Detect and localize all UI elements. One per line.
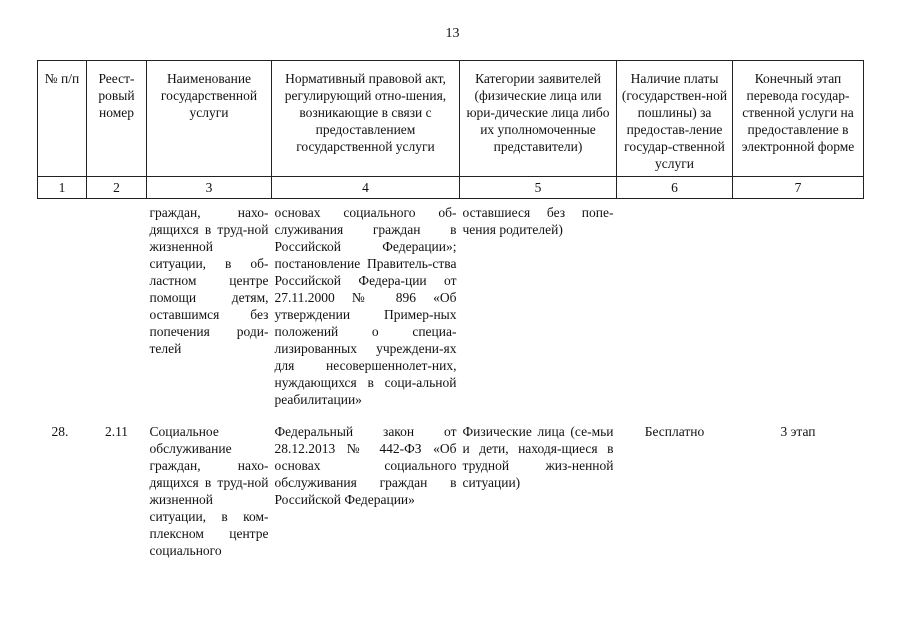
- row-fee-cell: Бесплатно: [644, 424, 705, 439]
- column-number: 7: [733, 177, 864, 199]
- row-category-cell: оставшиеся без попе-чения родителей): [462, 205, 614, 237]
- row-registry-cell: [87, 199, 147, 419]
- services-table: [37, 60, 864, 559]
- table-row: [38, 199, 864, 419]
- column-number-row: [38, 177, 864, 199]
- row-service-name-cell: граждан, нахо-дящихся в труд-ной жизненной ситуации, в об-ластном центре помощи детям, оставшимся без попечения роди-телей: [149, 205, 269, 356]
- row-registry-cell: 2.11: [104, 424, 129, 439]
- header-applicant-category: Категории заявителей (физические лица или юри-дические лица либо их уполномоченные представители): [460, 61, 617, 177]
- header-service-name: Наименование государственной услуги: [147, 61, 272, 177]
- row-stage-cell: 3 этап: [780, 424, 816, 439]
- table-row: [38, 418, 864, 559]
- page-number: 13: [445, 26, 460, 41]
- column-number: 3: [147, 177, 272, 199]
- row-stage-cell: [733, 199, 864, 419]
- header-fee: Наличие платы (государствен-ной пошлины) за предостав-ление государ-ственной услуги: [617, 61, 733, 177]
- header-num: № п/п: [38, 61, 87, 177]
- row-num-cell: 28.: [51, 424, 69, 439]
- row-legal-act-cell: основах социального об-служивания граждан в Российской Федерации»; постановление Правитель-ства Российской Федера-ции от 27.11.2000 № 896 «Об утверждении Пример-ных положений о специа-лизированных учреждени-ях для несовершеннолет-них, нуждающихся в соци-альной реабилитации»: [274, 205, 457, 407]
- column-number: 5: [460, 177, 617, 199]
- row-num-cell: [38, 199, 87, 419]
- column-number: 6: [617, 177, 733, 199]
- row-service-name-cell: Социальное обслуживание граждан, нахо-дящихся в труд-ной жизненной ситуации, в ком-плексном центре социального: [149, 424, 269, 558]
- row-category-cell: Физические лица (се-мьи и дети, находя-щиеся в трудной жиз-ненной ситуации): [462, 424, 614, 490]
- header-legal-act: Нормативный правовой акт, регулирующий отно-шения, возникающие в связи с предоставлением государственной услуги: [272, 61, 460, 177]
- table-header-row: [38, 61, 864, 177]
- column-number: 1: [38, 177, 87, 199]
- row-legal-act-cell: Федеральный закон от 28.12.2013 № 442-ФЗ «Об основах социального обслуживания граждан в Российской Федерации»: [274, 424, 457, 507]
- header-final-stage: Конечный этап перевода государ-ственной услуги на предоставление в электронной форме: [733, 61, 864, 177]
- column-number: 4: [272, 177, 460, 199]
- header-registry-number: Реест-ровый номер: [87, 61, 147, 177]
- column-number: 2: [87, 177, 147, 199]
- row-fee-cell: [617, 199, 733, 419]
